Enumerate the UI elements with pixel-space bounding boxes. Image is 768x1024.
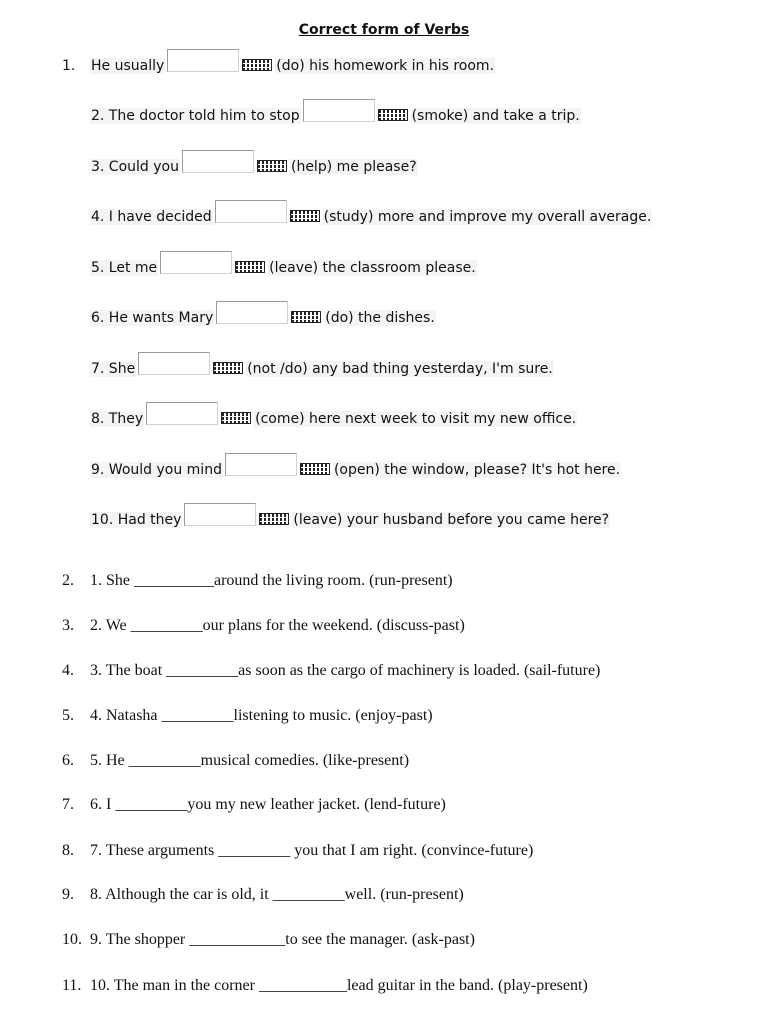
keyboard-icon[interactable] xyxy=(213,362,243,374)
sentence-text: 10. The man in the corner ___________lead guitar in the band. (play-present) xyxy=(90,977,588,994)
item-number: 11. xyxy=(62,977,82,994)
exercise-row xyxy=(62,498,610,528)
sentence-end: (open) the window, please? It's hot here. xyxy=(333,462,621,478)
sentence-text: 3. The boat _________as soon as the cargo of machinery is loaded. (sail-future) xyxy=(90,662,601,679)
sentence-start: 4. I have decided xyxy=(91,209,212,225)
sentence-end: (study) more and improve my overall average. xyxy=(323,209,652,225)
answer-input[interactable] xyxy=(225,453,297,476)
exercise-row xyxy=(62,977,588,995)
sentence-start: He usually xyxy=(91,58,165,74)
exercise-row xyxy=(62,662,600,680)
item-number: 4. xyxy=(62,662,74,679)
sentence-text: 1. She __________around the living room. (run-present) xyxy=(90,572,453,589)
item-number: 7. xyxy=(62,796,74,813)
answer-input[interactable] xyxy=(138,352,210,375)
sentence-start: 2. The doctor told him to stop xyxy=(91,108,300,124)
item-number: 3. xyxy=(62,617,74,634)
sentence-end: (leave) the classroom please. xyxy=(269,260,476,276)
answer-input[interactable] xyxy=(146,402,218,425)
keyboard-icon[interactable] xyxy=(259,513,289,525)
exercise-row xyxy=(62,94,581,124)
sentence-text: 5. He _________musical comedies. (like-present) xyxy=(90,752,410,769)
item-number: 1. xyxy=(62,58,76,74)
sentence-start: 5. Let me xyxy=(91,260,158,276)
exercise-row xyxy=(62,752,409,770)
exercise-row xyxy=(62,617,465,635)
exercise-row xyxy=(62,886,464,904)
sentence-text: 2. We _________our plans for the weekend. (discuss-past) xyxy=(90,617,465,634)
sentence-end: (help) me please? xyxy=(290,159,417,175)
sentence-text: 6. I _________you my new leather jacket. (lend-future) xyxy=(90,796,446,813)
exercise-row xyxy=(62,347,554,377)
exercise-row xyxy=(62,397,577,427)
exercise-row xyxy=(62,707,433,725)
item-number: 10. xyxy=(62,931,82,948)
sentence-end: (leave) your husband before you came here? xyxy=(293,512,610,528)
keyboard-icon[interactable] xyxy=(291,311,321,323)
answer-input[interactable] xyxy=(160,251,232,274)
sentence-end: (do) his homework in his room. xyxy=(276,58,495,74)
keyboard-icon[interactable] xyxy=(235,261,265,273)
exercise-row xyxy=(62,44,495,74)
item-number: 8. xyxy=(62,842,74,859)
sentence-end: (do) the dishes. xyxy=(325,310,435,326)
item-number: 5. xyxy=(62,707,74,724)
sentence-start: 6. He wants Mary xyxy=(91,310,214,326)
worksheet-title: Correct form of Verbs xyxy=(298,22,470,38)
keyboard-icon[interactable] xyxy=(378,109,408,121)
answer-input[interactable] xyxy=(182,150,254,173)
keyboard-icon[interactable] xyxy=(242,59,272,71)
sentence-start: 8. They xyxy=(91,411,144,427)
exercise-row xyxy=(62,296,436,326)
sentence-text: 7. These arguments _________ you that I am right. (convince-future) xyxy=(90,842,534,859)
sentence-start: 10. Had they xyxy=(91,512,182,528)
item-number: 6. xyxy=(62,752,74,769)
exercise-row xyxy=(62,195,652,225)
answer-input[interactable] xyxy=(215,200,287,223)
sentence-end: (not /do) any bad thing yesterday, I'm sure. xyxy=(247,361,553,377)
sentence-text: 8. Although the car is old, it _________well. (run-present) xyxy=(90,886,464,903)
sentence-start: 9. Would you mind xyxy=(91,462,222,478)
sentence-end: (smoke) and take a trip. xyxy=(411,108,580,124)
keyboard-icon[interactable] xyxy=(221,412,251,424)
answer-input[interactable] xyxy=(184,503,256,526)
answer-input[interactable] xyxy=(167,49,239,72)
sentence-text: 9. The shopper ____________to see the manager. (ask-past) xyxy=(90,931,475,948)
answer-input[interactable] xyxy=(216,301,288,324)
exercise-row xyxy=(62,448,621,478)
sentence-text: 4. Natasha _________listening to music. (enjoy-past) xyxy=(90,707,433,724)
keyboard-icon[interactable] xyxy=(257,160,287,172)
exercise-row xyxy=(62,931,475,949)
exercise-row xyxy=(62,572,453,590)
keyboard-icon[interactable] xyxy=(300,463,330,475)
sentence-end: (come) here next week to visit my new office. xyxy=(255,411,577,427)
item-number: 9. xyxy=(62,886,74,903)
answer-input[interactable] xyxy=(303,99,375,122)
exercise-row xyxy=(62,145,418,175)
exercise-row xyxy=(62,796,446,814)
keyboard-icon[interactable] xyxy=(290,210,320,222)
sentence-start: 3. Could you xyxy=(91,159,179,175)
exercise-row xyxy=(62,246,477,276)
sentence-start: 7. She xyxy=(91,361,136,377)
exercise-row xyxy=(62,842,533,860)
item-number: 2. xyxy=(62,572,74,589)
